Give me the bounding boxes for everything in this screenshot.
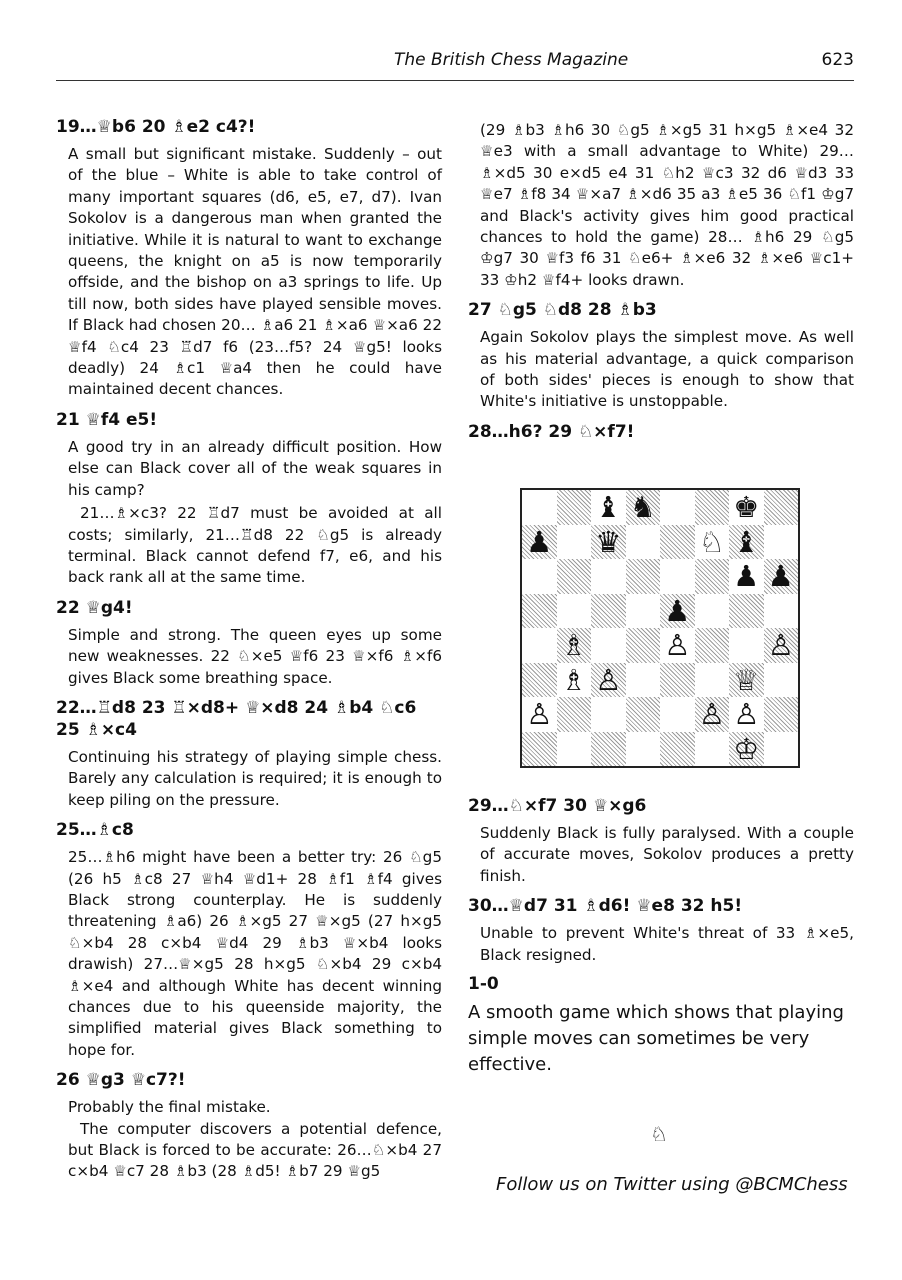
chess-piece-g6: ♟ — [733, 559, 760, 593]
board-square — [522, 628, 557, 663]
board-square — [695, 663, 730, 698]
board-square — [695, 732, 730, 767]
board-square — [764, 490, 799, 525]
board-square — [522, 732, 557, 767]
chess-piece-b3: ♗ — [560, 662, 587, 697]
annotation-paragraph: Probably the final mistake. — [68, 1098, 271, 1117]
chess-piece-c3: ♙ — [595, 662, 622, 697]
board-square — [557, 594, 592, 629]
chess-piece-g3: ♕ — [733, 662, 760, 697]
move-heading: 27 ♘g5 ♘d8 28 ♗b3 — [468, 300, 657, 321]
chess-diagram — [520, 488, 800, 768]
board-square — [660, 697, 695, 732]
annotation-paragraph: 21…♗×c3? 22 ♖d7 must be avoided at all costs; similarly, 21…♖d8 22 ♘g5 is already terminal. Black cannot defend f7, e6, and his back rank all at the same time. — [68, 504, 442, 587]
board-square — [626, 628, 661, 663]
annotation-paragraph: Suddenly Black is fully paralysed. With a couple of accurate moves, Sokolov produces a pretty finish. — [480, 823, 854, 885]
move-heading: 22 ♕g4! — [56, 597, 133, 618]
board-square — [695, 559, 730, 594]
chess-piece-g1: ♔ — [733, 731, 760, 766]
knight-ornament-icon: ♘ — [650, 1122, 668, 1146]
board-square — [522, 594, 557, 629]
board-square — [591, 732, 626, 767]
closing-paragraph: A smooth game which shows that playing simple moves can sometimes be very effective. — [468, 1001, 844, 1075]
board-square — [591, 697, 626, 732]
annotation-paragraph: Unable to prevent White's threat of 33 ♗×e5, Black resigned. — [480, 924, 854, 964]
move-heading: 19…♕b6 20 ♗e2 c4?! — [56, 117, 256, 137]
chess-piece-b4: ♗ — [560, 628, 587, 662]
chess-piece-d8: ♞ — [629, 490, 656, 524]
page-header — [56, 0, 854, 81]
move-heading: 30…♕d7 31 ♗d6! ♕e8 32 h5! — [468, 896, 743, 917]
move-heading: 28…h6? 29 ♘×f7! — [468, 421, 635, 442]
game-result: 1-0 — [468, 973, 499, 994]
chess-piece-e5: ♟ — [664, 593, 691, 628]
chess-piece-h4: ♙ — [767, 628, 794, 662]
board-square — [695, 594, 730, 629]
board-square — [557, 525, 592, 560]
board-square — [695, 490, 730, 525]
move-heading: 25…♗c8 — [56, 820, 134, 841]
board-square — [729, 628, 764, 663]
board-square — [557, 732, 592, 767]
annotation-paragraph: The computer discovers a potential defence, but Black is forced to be accurate: 26…♘×b4 27 c×b4 ♕c7 28 ♗b3 (28 ♗d5! ♗b7 29 ♕g5 — [68, 1119, 442, 1181]
annotation-paragraph: Again Sokolov plays the simplest move. As well as his material advantage, a quick comparison of both sides' pieces is enough to show that White's initiative is unstoppable. — [480, 328, 854, 411]
board-square — [660, 559, 695, 594]
board-square — [660, 490, 695, 525]
chess-piece-g2: ♙ — [733, 697, 760, 731]
board-square — [626, 697, 661, 732]
chess-piece-a7: ♟ — [526, 524, 553, 559]
move-heading: 29…♘×f7 30 ♕×g6 — [468, 795, 647, 816]
board-square — [626, 559, 661, 594]
chess-piece-f7: ♘ — [698, 524, 725, 559]
annotation-paragraph: A small but significant mistake. Suddenly – out of the blue – White is able to take control of many important squares (d6, e5, e7, d7). Ivan Sokolov is a dangerous man when granted the initiative. While it is natural to want to exchange queens, the knight on a5 is now temporarily offside, and the bishop on a3 springs to life. Up till now, both sides have played sensible moves. If Black had chosen 20… ♗a6 21 ♗×a6 ♕×a6 22 ♕f4 ♘c4 23 ♖d7 f6 (23…f5? 24 ♕g5! looks deadly) 24 ♗c1 ♕a4 then he could have maintained decent chances. — [68, 145, 442, 399]
board-square — [522, 490, 557, 525]
chess-piece-h6: ♟ — [767, 559, 794, 593]
board-square — [591, 594, 626, 629]
board-square — [557, 490, 592, 525]
chess-piece-g8: ♚ — [733, 490, 760, 524]
board-square — [626, 663, 661, 698]
board-square — [557, 697, 592, 732]
chess-piece-f2: ♙ — [698, 697, 725, 731]
board-square — [557, 559, 592, 594]
board-square — [729, 594, 764, 629]
board-square — [626, 594, 661, 629]
move-heading: 21 ♕f4 e5! — [56, 409, 158, 430]
board-square — [695, 628, 730, 663]
board-square — [626, 732, 661, 767]
page-number: 623 — [821, 50, 854, 70]
chess-piece-g7: ♝ — [733, 524, 760, 559]
board-square — [591, 559, 626, 594]
move-heading: 22…♖d8 23 ♖×d8+ ♕×d8 24 ♗b4 ♘c6 25 ♗×c4 — [56, 697, 417, 740]
annotation-paragraph: 25…♗h6 might have been a better try: 26 ♘g5 (26 h5 ♗c8 27 ♕h4 ♕d1+ 28 ♗f1 ♗f4 gives Black strong counterplay. He is suddenly threatening ♗a6) 26 ♗×g5 27 ♕×g5 (27 h×g5 ♘×b4 28 c×b4 ♕d4 29 ♗b3 ♕×b4 looks drawish) 27…♕×g5 28 h×g5 ♘×b4 29 c×b4 ♗×e4 and although White has decent winning chances due to his queenside majority, the simplified material gives Black something to hope for. — [68, 848, 442, 1059]
annotation-paragraph: A good try in an already difficult position. How else can Black cover all of the weak squares in his camp? — [68, 437, 442, 499]
board-square — [522, 663, 557, 698]
magazine-title: The British Chess Magazine — [394, 50, 629, 70]
left-column — [56, 116, 442, 1191]
annotation-paragraph: Simple and strong. The queen eyes up some new weaknesses. 22 ♘×e5 ♕f6 23 ♕×f6 ♗×f6 gives Black some breathing space. — [68, 625, 442, 687]
twitter-footer: Follow us on Twitter using @BCMChess — [496, 1174, 848, 1195]
board-square — [764, 732, 799, 767]
chess-piece-a2: ♙ — [526, 697, 553, 731]
board-square — [660, 525, 695, 560]
annotation-paragraph: Continuing his strategy of playing simple chess. Barely any calculation is required; it is enough to keep piling on the pressure. — [68, 747, 442, 809]
board-square — [764, 525, 799, 560]
chess-piece-e4: ♙ — [664, 628, 691, 662]
chess-piece-c7: ♛ — [595, 524, 622, 559]
board-square — [764, 594, 799, 629]
board-square — [522, 559, 557, 594]
board-square — [764, 663, 799, 698]
annotation-paragraph: (29 ♗b3 ♗h6 30 ♘g5 ♗×g5 31 h×g5 ♗×e4 32 ♕e3 with a small advantage to White) 29… ♗×d5 30 e×d5 e4 31 ♘h2 ♕c3 32 d6 ♕d3 33 ♕e7 ♗f8 34 ♕×a7 ♗×d6 35 a3 ♗e5 36 ♘f1 ♔g7 and Black's activity gives him good practical chances to hold the game) 28… ♗h6 29 ♘g5 ♔g7 30 ♕f3 f6 31 ♘e6+ ♗×e6 32 ♗×e6 ♕c1+ 33 ♔h2 ♕f4+ looks drawn. — [480, 121, 854, 289]
chess-piece-c8: ♝ — [595, 490, 622, 524]
move-heading: 26 ♕g3 ♕c7?! — [56, 1070, 186, 1091]
board-square — [660, 663, 695, 698]
board-square — [764, 697, 799, 732]
board-square — [626, 525, 661, 560]
board-square — [660, 732, 695, 767]
board-square — [591, 628, 626, 663]
